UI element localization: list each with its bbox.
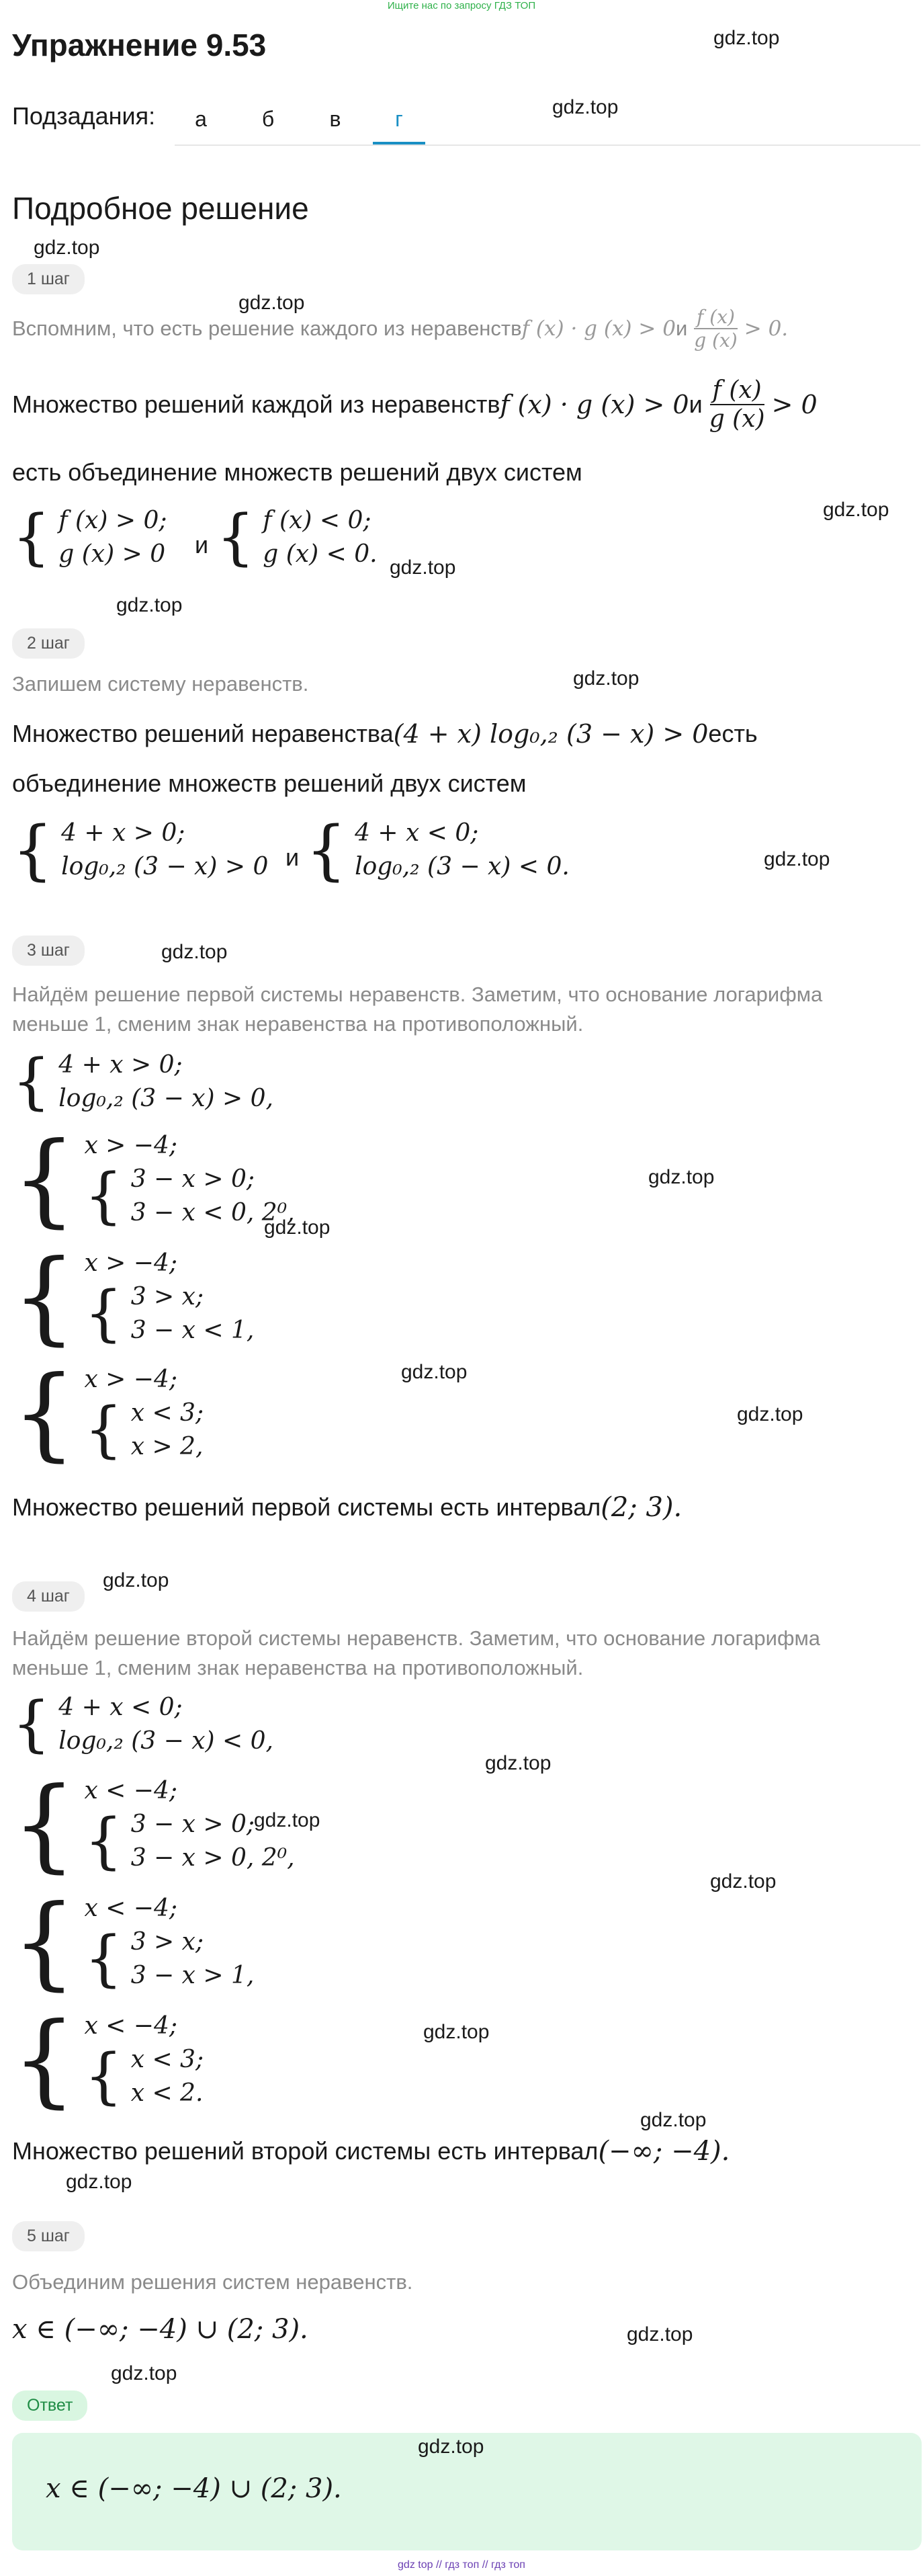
watermark: gdz.top — [823, 499, 889, 521]
step-1-line-1: Множество решений каждой из неравенств f (x) · g (x) > 0 и $\frac{f (x)}{g (x)}$ > 0 — [12, 376, 818, 433]
step-4-system-d: { x < −4; { x < 3; x < 2. — [12, 2001, 204, 2118]
step-3-hint-1: Найдём решение первой системы неравенств. Заметим, что основание логарифма — [12, 983, 823, 1006]
watermark: gdz.top — [254, 1809, 320, 1831]
step-3-system-d: { x > −4; { x < 3; x > 2, — [12, 1355, 204, 1472]
watermark: gdz.top — [111, 2362, 177, 2384]
tab-g[interactable]: г — [373, 102, 425, 144]
watermark: gdz.top — [627, 2323, 693, 2345]
step-5-hint: Объединим решения систем неравенств. — [12, 2270, 413, 2294]
step-1-system-1: { f (x) > 0; g (x) > 0 — [12, 502, 167, 573]
watermark: gdz.top — [390, 556, 456, 579]
watermark: gdz.top — [418, 2436, 484, 2458]
watermark: gdz.top — [764, 848, 830, 870]
watermark: gdz.top — [737, 1403, 803, 1425]
watermark: gdz.top — [116, 594, 183, 616]
watermark: gdz.top — [485, 1752, 552, 1774]
step-4-system-b: { x < −4; { 3 − x > 0; 3 − x > 0, 2⁰, — [12, 1766, 295, 1883]
solution-heading: Подробное решение — [12, 191, 309, 226]
tab-a[interactable]: а — [195, 107, 207, 131]
step-1-and: и — [195, 531, 209, 558]
page-title: Упражнение 9.53 — [12, 28, 267, 63]
step-2-line-1: Множество решений неравенства (4 + x) log₀,₂ (3 − x) > 0 есть — [12, 719, 758, 749]
step-3-system-a: { 4 + x > 0; log₀,₂ (3 − x) > 0, — [12, 1046, 273, 1117]
step-3-system-c: { x > −4; { 3 > x; 3 − x < 1, — [12, 1239, 255, 1356]
tab-b[interactable]: б — [261, 107, 275, 131]
step-2-system-2: { 4 + x < 0; log₀,₂ (3 − x) < 0. — [306, 813, 570, 888]
step-2-badge: 2 шаг — [12, 628, 85, 659]
step-3-result: Множество решений первой системы есть интервал (2; 3). — [12, 1492, 683, 1523]
step-1-badge: 1 шаг — [12, 264, 85, 294]
step-1-hint: Вспомним, что есть решение каждого из неравенств f (x) · g (x) > 0 и $\frac{f (x)}{g (x)}$ > 0. — [12, 306, 789, 351]
step-4-hint-1: Найдём решение второй системы неравенств. Заметим, что основание логарифма — [12, 1626, 821, 1650]
step-3-hint-2: меньше 1, сменим знак неравенства на противоположный. — [12, 1012, 584, 1036]
watermark: gdz.top — [34, 237, 100, 259]
watermark: gdz.top — [103, 1569, 169, 1591]
step-4-hint-2: меньше 1, сменим знак неравенства на противоположный. — [12, 1656, 584, 1679]
watermark: gdz.top — [552, 96, 619, 118]
watermark: gdz.top — [264, 1216, 331, 1239]
step-5-badge: 5 шаг — [12, 2221, 85, 2251]
watermark: gdz.top — [713, 27, 780, 49]
tab-v[interactable]: в — [329, 107, 341, 131]
answer-badge: Ответ — [12, 2391, 87, 2421]
step-4-system-a: { 4 + x < 0; log₀,₂ (3 − x) < 0, — [12, 1689, 273, 1759]
watermark: gdz.top — [66, 2171, 132, 2193]
watermark: gdz.top — [238, 292, 305, 314]
step-4-system-c: { x < −4; { 3 > x; 3 − x > 1, — [12, 1884, 255, 2001]
watermark: gdz.top — [573, 667, 640, 690]
watermark: gdz.top — [161, 941, 228, 963]
watermark: gdz.top — [640, 2109, 707, 2131]
watermark: gdz.top — [648, 1166, 715, 1188]
answer-text: x ∈ (−∞; −4) ∪ (2; 3). — [46, 2473, 342, 2504]
step-2-system-1: { 4 + x > 0; log₀,₂ (3 − x) > 0 — [12, 813, 269, 888]
step-2-line-2: объединение множеств решений двух систем — [12, 770, 527, 797]
step-2-hint: Запишем систему неравенств. — [12, 672, 309, 696]
step-3-badge: 3 шаг — [12, 936, 85, 966]
footer-links[interactable]: gdz top // гдз топ // гдз топ — [398, 2559, 525, 2571]
step-1-line-2: есть объединение множеств решений двух систем — [12, 458, 582, 486]
watermark: gdz.top — [423, 2021, 490, 2043]
step-5-line: x ∈ (−∞; −4) ∪ (2; 3). — [12, 2314, 308, 2345]
watermark: gdz.top — [401, 1361, 468, 1383]
step-2-and: и — [285, 843, 300, 871]
subtasks-label: Подзадания: — [12, 102, 156, 130]
step-1-system-2: { f (x) < 0; g (x) < 0. — [216, 502, 378, 573]
step-4-badge: 4 шаг — [12, 1581, 85, 1612]
subtasks-tabs — [175, 94, 920, 146]
step-3-system-b: { x > −4; { 3 − x > 0; 3 − x < 0, 2⁰, — [12, 1121, 295, 1238]
watermark: gdz.top — [710, 1870, 777, 1893]
step-4-result: Множество решений второй системы есть интервал (−∞; −4). — [12, 2136, 730, 2167]
top-banner: Ищите нас по запросу ГДЗ ТОП — [387, 0, 536, 11]
